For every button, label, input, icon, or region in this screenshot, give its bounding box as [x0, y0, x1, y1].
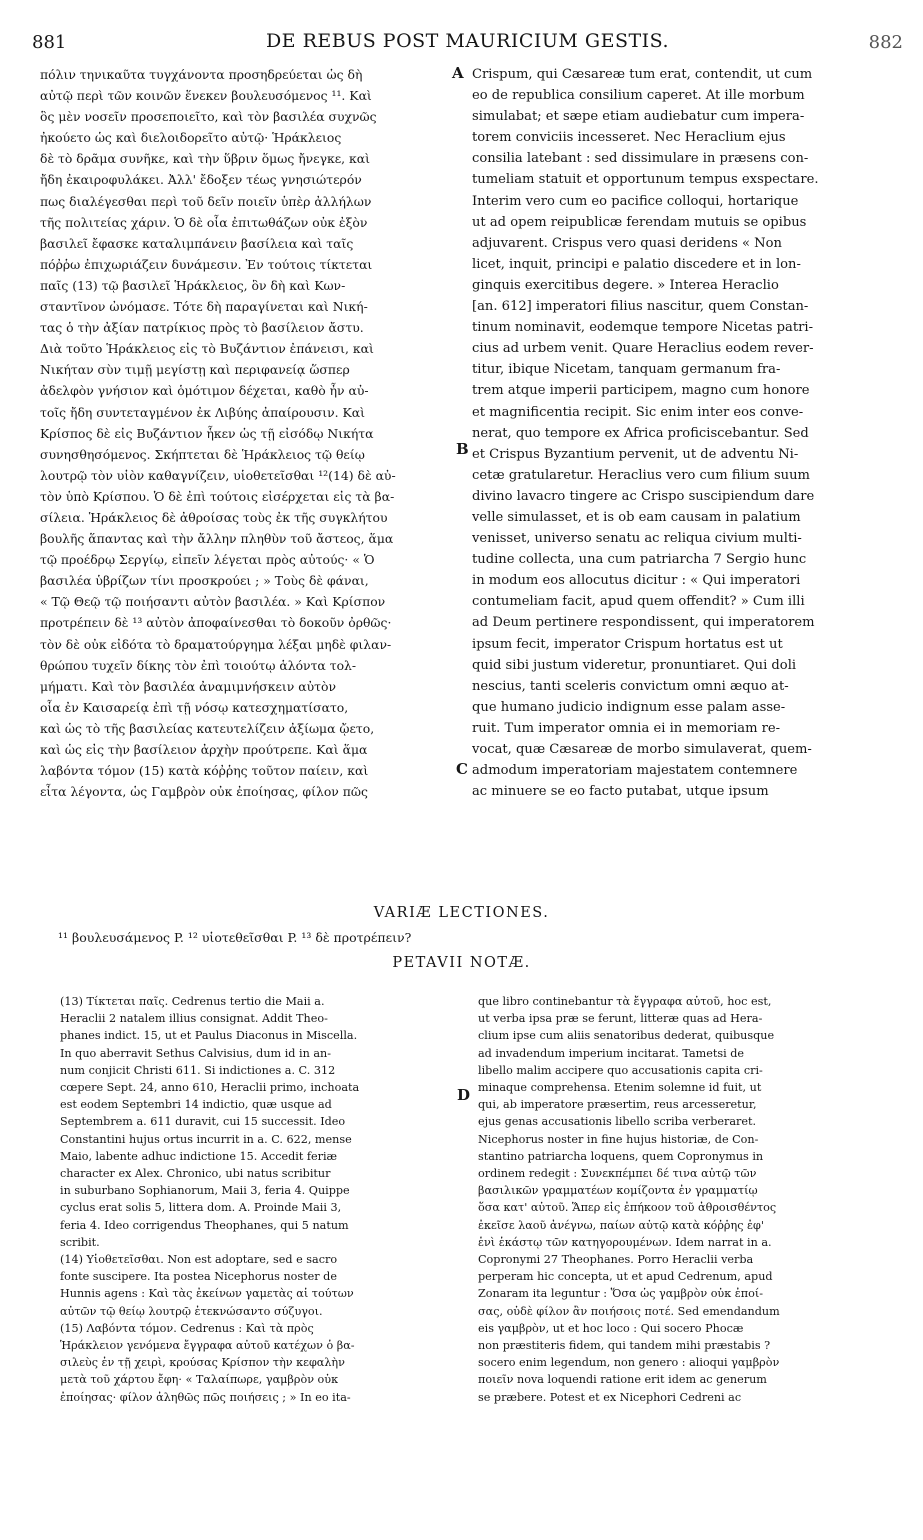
text-line: ἤδη ἐκαιροφυλάκει. Ἀλλ' ἔδοξεν τέως γνησιώτερόν — [40, 172, 362, 188]
text-line: λαβόντα τόμον (15) κατὰ κόῤῥης τοῦτον παίειν, καὶ — [40, 763, 369, 779]
text-line: que humano judicio indignum esse palam asse- — [472, 699, 786, 715]
text-line: cius ad urbem venit. Quare Heraclius eodem rever- — [472, 341, 814, 357]
text-line: phanes indict. 15, ut et Paulus Diaconus in Miscella. — [60, 1029, 358, 1043]
text-line: quid sibi justum videretur, pronuntiaret. Qui doli — [472, 657, 797, 673]
text-line: λουτρῷ τὸν υἱὸν καθαγνίζειν, υἱοθετεῖσθαι ¹²(14) δὲ αὐ- — [40, 467, 396, 483]
text-line: πόλιν τηνικαῦτα τυγχάνοντα προσηδρεύεται ὡς δὴ — [40, 67, 363, 82]
text-line: minaque comprehensa. Etenim solemne id fuit, ut — [478, 1081, 762, 1095]
text-line: Nicephorus noster in fine hujus historiæ, de Con- — [478, 1132, 759, 1146]
text-line: feria 4. Ideo corrigendus Theophanes, qui 5 natum — [60, 1218, 349, 1232]
text-line: καὶ ὡς τὸ τῆς βασιλείας κατευτελίζειν ἀξίωμα ᾤετο, — [40, 720, 375, 736]
text-line: [an. 612] imperatori filius nascitur, quem Constan- — [472, 299, 809, 315]
text-line: ἠκούετο ὡς καὶ διελοιδορεῖτο αὐτῷ· Ἡράκλειος — [40, 130, 342, 146]
latin-text-column — [472, 64, 908, 802]
text-line: consilia latebant : sed dissimulare in præsens con- — [472, 151, 809, 167]
text-line: adjuvarent. Crispus vero quasi deridens « Non — [472, 235, 782, 251]
running-title: DE REBUS POST MAURICIUM GESTIS. — [265, 30, 670, 52]
text-line: ἀδελφὸν γνήσιον καὶ ὁμότιμον δέχεται, καθὸ ἦν αὐ- — [40, 383, 369, 399]
section-marker-b: B — [456, 440, 469, 458]
text-line: clium ipse cum aliis senatoribus dederat, quibusque — [478, 1029, 775, 1043]
text-line: σιλεὺς ἐν τῇ χειρὶ, κρούσας Κρίσπον τὴν κεφαλὴν — [60, 1356, 345, 1370]
text-line: ut ad opem reipublicæ ferendam mutuis se opibus — [472, 214, 807, 230]
text-line: τοῖς ἤδη συντεταγμένον ἐκ Λιβύης ἀπαίρουσιν. Καὶ — [40, 404, 366, 420]
text-line: non præstiteris fidem, qui tandem mihi præstabis ? — [478, 1339, 771, 1353]
text-line: in suburbano Sophianorum, Maii 3, feria 4. Quippe — [60, 1184, 350, 1198]
text-line: βασιλικῶν γραμματέων κομίζοντα ἐν γραμματίῳ — [478, 1184, 758, 1198]
variae-lectiones-text: ¹¹ βουλευσάμενος P. ¹² υἱοτεθεῖσθαι P. ¹³ δὲ προτρέπειν? — [58, 930, 412, 945]
text-line: ad invadendum imperium incitarat. Tametsi de — [478, 1046, 745, 1060]
text-line: ruit. Tum imperator omnia ei in memoriam re- — [472, 720, 781, 736]
text-line: Maio, labente adhuc indictione 15. Accedit feriæ — [60, 1149, 338, 1163]
text-line: eo de republica consilium caperet. At ille morbum — [472, 88, 805, 104]
page-header — [32, 30, 903, 58]
notes-left-column — [60, 993, 452, 1406]
text-line: Διὰ τοῦτο Ἡράκλειος εἰς τὸ Βυζάντιον ἐπάνεισι, καὶ — [40, 341, 374, 357]
text-line: Constantini hujus ortus incurrit in a. C. 622, mense — [60, 1132, 352, 1146]
text-line: ὅσα κατ' αὐτοῦ. Ἅπερ εἰς ἐπήκοον τοῦ ἀθροισθέντος — [478, 1201, 777, 1215]
page-number-left: 881 — [32, 32, 67, 53]
text-line: tudine collecta, una cum patriarcha 7 Sergio hunc — [472, 552, 807, 568]
text-line: πόῤῥω ἐπιχωριάζειν δυνάμεσιν. Ἐν τούτοις τίκτεται — [40, 256, 373, 272]
text-line: licet, inquit, principi e palatio discedere et in lon- — [472, 256, 801, 272]
text-line: Ἡράκλειον γενόμενα ἔγγραφα αὐτοῦ κατέχων ὁ βα- — [60, 1339, 355, 1353]
text-line: nerat, quo tempore ex Africa proficiscebantur. Sed — [472, 425, 809, 441]
text-line: trem atque imperii participem, magno cum honore — [472, 383, 810, 399]
greek-text-column — [40, 64, 452, 802]
text-line: scribit. — [60, 1235, 100, 1249]
text-line: ἑνὶ ἑκάστῳ τῶν κατηγορουμένων. Idem narrat in a. — [478, 1235, 772, 1249]
text-line: tumeliam statuit et opportunum tempus exspectare. — [472, 172, 819, 188]
section-marker-a: A — [452, 64, 464, 82]
text-line: et magnificentia recipit. Sic enim inter eos conve- — [472, 404, 804, 420]
text-line: libello malim accipere quo accusationis capita cri- — [478, 1063, 763, 1077]
text-line: ad Deum pertinere respondissent, qui imperatorem — [472, 615, 815, 631]
text-line: συνησθησόμενος. Σκήπτεται δὲ Ἡράκλειος τῷ θείῳ — [40, 446, 365, 462]
text-line: cyclus erat solis 5, littera dom. A. Proinde Maii 3, — [60, 1201, 342, 1215]
text-line: se præbere. Potest et ex Nicephori Cedreni ac — [478, 1390, 742, 1404]
text-line: nescius, tanti sceleris convictum omni æquo at- — [472, 678, 789, 694]
text-line: τὸν δὲ οὐκ εἰδότα τὸ δραματούργημα λέξαι μηδὲ φιλαν- — [40, 636, 392, 652]
text-line: In quo aberravit Sethus Calvisius, dum id in an- — [60, 1046, 332, 1060]
text-line: πως διαλέγεσθαι περὶ τοῦ δεῖν ποιεῖν ὑπὲρ ἀλλήλων — [40, 193, 372, 209]
text-line: character ex Alex. Chronico, ubi natus scribitur — [60, 1167, 331, 1181]
text-line: perperam hic concepta, ut et apud Cedrenum, apud — [478, 1270, 773, 1284]
text-line: βασιλέα ὑβρίζων τίνι προσκρούει ; » Τοὺς δὲ φάναι, — [40, 573, 369, 589]
text-line: δὲ τὸ δρᾶμα συνῆκε, καὶ τὴν ὕβριν ὅμως ἤνεγκε, καὶ — [40, 151, 371, 167]
text-line: titur, ibique Nicetam, tanquam germanum fra- — [472, 362, 781, 378]
text-line: in modum eos allocutus dicitur : « Qui imperatori — [472, 573, 801, 589]
text-line: ejus genas accusationis libello scriba verberaret. — [478, 1115, 757, 1129]
text-line: καὶ ὡς εἰς τὴν βασίλειον ἀρχὴν προύτρεπε. Καὶ ἅμα — [40, 742, 368, 757]
text-line: velle simulasset, et is ob eam causam in palatium — [472, 509, 801, 525]
text-line: σταντῖνον ὠνόμασε. Τότε δὴ παραγίνεται καὶ Νική- — [40, 299, 368, 315]
text-line: βουλῆς ἅπαντας καὶ τὴν ἄλλην πληθὺν τοῦ ἄστεος, ἅμα — [40, 531, 394, 547]
text-line: que libro continebantur τὰ ἔγγραφα αὐτοῦ, hoc est, — [478, 995, 772, 1008]
text-line: τὸν ὑπὸ Κρίσπου. Ὁ δὲ ἐπὶ τούτοις εἰσέρχεται εἰς τὰ βα- — [40, 488, 395, 504]
text-line: ac minuere se eo facto putabat, utque ipsum — [472, 784, 769, 800]
text-line: Κρίσπος δὲ εἰς Βυζάντιον ἧκεν ὡς τῇ εἰσόδῳ Νικήτα — [40, 425, 374, 441]
section-marker-c: C — [456, 760, 468, 778]
text-line: οἷα ἐν Καισαρείᾳ ἐπὶ τῇ νόσῳ κατεσχηματίσατο, — [40, 699, 349, 715]
text-line: stantino patriarcha loquens, quem Copronymus in — [478, 1149, 764, 1163]
text-line: τας ὁ τὴν ἀξίαν πατρίκιος πρὸς τὸ βασίλειον ἄστυ. — [40, 320, 364, 336]
text-line: simulabat; et sæpe etiam audiebatur cum impera- — [472, 109, 805, 125]
text-line: num conjicit Christi 611. Si indictiones a. C. 312 — [60, 1063, 336, 1077]
text-line: (15) Λαβόντα τόμον. Cedrenus : Καὶ τὰ πρὸς — [60, 1321, 314, 1335]
text-line: ordinem redegit : Συνεκπέμπει δέ τινα αὐτῷ τῶν — [478, 1167, 757, 1181]
text-line: μήματι. Καὶ τὸν βασιλέα ἀναμιμνήσκειν αὐτὸν — [40, 678, 337, 694]
text-line: Heraclii 2 natalem illius consignat. Addit Theo- — [60, 1012, 328, 1026]
text-line: venisset, universo senatu ac reliqua civium multi- — [472, 531, 802, 547]
text-line: Septembrem a. 611 duravit, cui 15 successit. Ideo — [60, 1115, 346, 1129]
text-line: μετὰ τοῦ χάρτου ἔφη· « Ταλαίπωρε, γαμβρὸν οὐκ — [60, 1373, 339, 1387]
page-number-right: 882 — [868, 32, 903, 53]
text-line: et Crispus Byzantium pervenit, ut de adventu Ni- — [472, 446, 799, 462]
text-line: ἐποίησας· φίλον ἀληθῶς πῶς ποιήσεις ; » In eo ita- — [60, 1390, 351, 1404]
text-line: cetæ gratularetur. Heraclius vero cum filium suum — [472, 467, 810, 483]
section-marker-d: D — [457, 1086, 471, 1104]
notes-heading: PETAVII NOTÆ. — [392, 955, 531, 971]
text-line: ὃς μὲν νοσεῖν προσεποιεῖτο, καὶ τὸν βασιλέα συχνῶς — [40, 109, 377, 125]
text-line: eis γαμβρὸν, ut et hoc loco : Qui socero Phocæ — [478, 1321, 744, 1335]
text-line: Hunnis agens : Καὶ τὰς ἐκείνων γαμετὰς αἱ τούτων — [60, 1287, 354, 1301]
text-line: ἐκεῖσε λαοῦ ἀνέγνω, παίων αὐτῷ κατὰ κόῤῥης ἐφ' — [478, 1218, 764, 1232]
text-line: Copronymi 27 Theophanes. Porro Heraclii verba — [478, 1253, 754, 1267]
text-line: βασιλεῖ ἔφασκε καταλιμπάνειν βασίλεια καὶ ταῖς — [40, 235, 354, 251]
text-line: vocat, quæ Cæsareæ de morbo simulaverat, quem- — [472, 742, 812, 757]
text-line: ipsum fecit, imperator Crispum hortatus est ut — [472, 636, 783, 652]
notes-right-column — [478, 993, 908, 1406]
text-line: σας, οὐδὲ φίλον ἂν ποιήσοις ποτέ. Sed emendandum — [478, 1304, 780, 1318]
text-line: est eodem Septembri 14 indictio, quæ usque ad — [60, 1098, 332, 1112]
text-line: σίλεια. Ἡράκλειος δὲ ἀθροίσας τοὺς ἐκ τῆς συγκλήτου — [40, 509, 388, 525]
text-line: ginquis exercitibus degere. » Interea Heraclio — [472, 277, 779, 293]
text-line: admodum imperatoriam majestatem contemnere — [472, 763, 798, 779]
text-line: « Τῷ Θεῷ τῷ ποιήσαντι αὐτὸν βασιλέα. » Καὶ Κρίσπον — [40, 594, 386, 610]
text-line: fonte suscipere. Ita postea Nicephorus noster de — [60, 1270, 337, 1284]
text-line: ποιεῖν nova loquendi ratione erit idem ac generum — [478, 1373, 767, 1387]
text-line: προτρέπειν δὲ ¹³ αὐτὸν ἀποφαίνεσθαι τὸ δοκοῦν ὀρθῶς· — [40, 615, 392, 631]
text-line: tinum nominavit, eodemque tempore Nicetas patri- — [472, 320, 813, 336]
text-line: τῆς πολιτείας χάριν. Ὁ δὲ οἷα ἐπιτωθάζων οὐκ ἐξὸν — [40, 214, 368, 230]
text-line: Zonaram ita leguntur : Ὅσα ὡς γαμβρὸν οὐκ ἐποί- — [478, 1287, 764, 1301]
text-line: αὐτῶν τῷ θείῳ λουτρῷ ἐτεκνώσαντο σύζυγοι. — [60, 1304, 323, 1318]
variae-lectiones-heading: VARIÆ LECTIONES. — [373, 905, 550, 921]
text-line: (14) Υἱοθετεῖσθαι. Non est adoptare, sed e sacro — [60, 1253, 338, 1267]
text-line: torem conviciis incesseret. Nec Heraclium ejus — [472, 130, 786, 146]
text-line: παῖς (13) τῷ βασιλεῖ Ἡράκλειος, ὃν δὴ καὶ Κων- — [40, 277, 346, 293]
text-line: socero enim legendum, non genero : alioqui γαμβρὸν — [478, 1356, 780, 1370]
text-line: αὐτῷ περὶ τῶν κοινῶν ἕνεκεν βουλευσόμενος ¹¹. Καὶ — [40, 88, 372, 104]
text-line: τῷ προέδρῳ Σεργίῳ, εἰπεῖν λέγεται πρὸς αὐτούς· « Ὁ — [40, 552, 375, 568]
text-line: cœpere Sept. 24, anno 610, Heraclii primo, inchoata — [60, 1081, 360, 1095]
text-line: εἶτα λέγοντα, ὡς Γαμβρὸν οὐκ ἐποίησας, φίλον πῶς — [40, 784, 368, 800]
text-line: ut verba ipsa præ se ferunt, litteræ quas ad Hera- — [478, 1012, 763, 1026]
text-line: qui, ab imperatore præsertim, reus arcesseretur, — [478, 1098, 757, 1112]
text-line: Νικήταν σὺν τιμῇ μεγίστῃ καὶ περιφανείᾳ ὥσπερ — [40, 362, 350, 378]
text-line: θρώπου τυχεῖν δίκης τὸν ἐπὶ τοιούτῳ ἁλόντα τολ- — [40, 657, 357, 673]
text-line: divino lavacro tingere ac Crispo suscipiendum dare — [472, 488, 815, 504]
text-line: (13) Τίκτεται παῖς. Cedrenus tertio die Maii a. — [60, 995, 325, 1008]
text-line: contumeliam facit, apud quem offendit? » Cum illi — [472, 594, 805, 610]
text-line: Crispum, qui Cæsareæ tum erat, contendit, ut cum — [472, 67, 813, 82]
text-line: Interim vero cum eo pacifice colloqui, hortarique — [472, 193, 799, 209]
